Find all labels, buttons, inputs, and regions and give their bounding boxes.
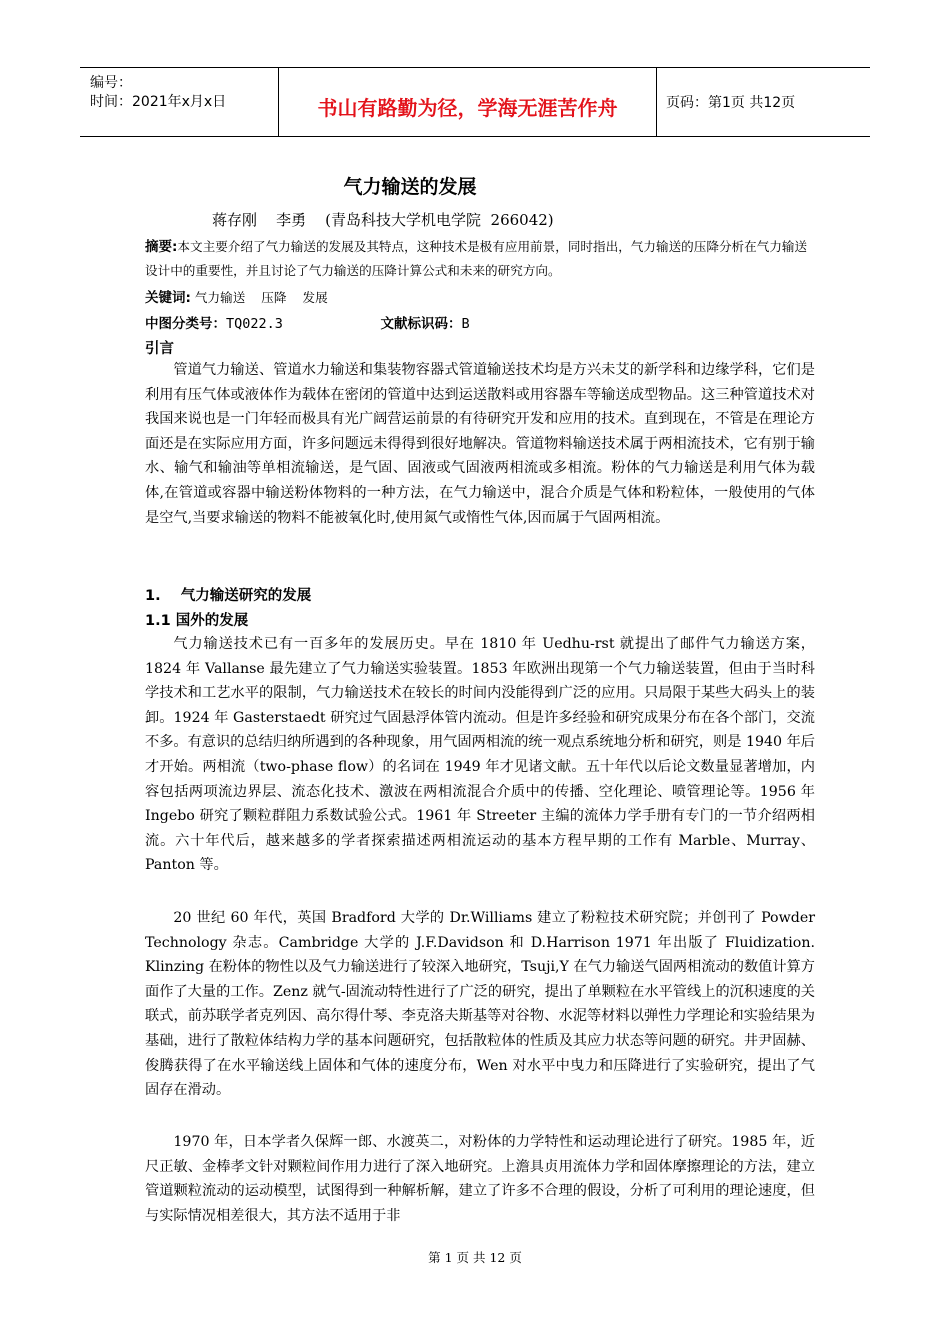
paragraph-foreign-3: 1970 年，日本学者久保辉一郎、水渡英二，对粉体的力学特性和运动理论进行了研究。1985 年，近尺正敏、金棒孝文针对颗粒间作用力进行了深入地研究。上澹具贞用流体力学和固体摩擦理论的方法，建立管道颗粒流动的运动模型，试图得到一种解析解，建立了许多不合理的假设，分析了可利用的理论速度，但与实际情况相差很大，其方法不适用于非 <box>145 1134 815 1224</box>
header-left-cell <box>80 68 279 136</box>
keywords-label: 关键词: <box>145 290 191 306</box>
header-table <box>80 67 870 137</box>
keywords-text: 气力输送 压降 发展 <box>190 290 328 305</box>
page-info: 页码：第1页 共12页 <box>666 95 796 111</box>
page-footer: 第 1 页 共 12 页 <box>428 1250 522 1265</box>
section-1-1-heading: 1.1 国外的发展 <box>145 613 249 629</box>
paragraph-foreign-2: 20 世纪 60 年代，英国 Bradford 大学的 Dr.Williams 建立了粉粒技术研究院；并创刊了 Powder Technology 杂志。Cambridge 大学的 J.F.Davidson 和 D.Harrison 1971 年出版了 Fluidization. Klinzing 在粉体的物性以及气力输送进行了较深入地研究，Tsuji,Y 在气力输送气固两相流动的数值计算方面作了大量的工作。Zenz 就气-固流动特性进行了广泛的研究，提出了单颗粒在水平管线上的沉积速度的关联式，前苏联学者克列因、高尔得什琴、李克洛夫斯基等对谷物、水泥等材料以弹性力学理论和实验结果为基础，进行了散粒体结构力学的基本问题研究，包括散粒体的性质及其应力状态等问题的研究。井尹固赫、俊腾获得了在水平输送线上固体和气体的速度分布，Wen 对水平中曳力和压降进行了实验研究，提出了气固存在滑动。 <box>145 910 815 1099</box>
class-label: 中图分类号： <box>145 316 226 332</box>
authors-line: 蒋存刚 李勇 (青岛科技大学机电学院 266042) <box>212 211 554 229</box>
article-title: 气力输送的发展 <box>343 176 477 198</box>
keywords <box>145 286 328 306</box>
doc-code-value: B <box>461 316 470 332</box>
abstract <box>145 235 813 282</box>
section-intro-heading: 引言 <box>145 341 174 357</box>
abstract-label: 摘要: <box>145 239 178 255</box>
class-value: TQ022.3 <box>226 316 283 332</box>
classification-line <box>145 312 470 332</box>
doc-code-label: 文献标识码： <box>380 316 462 332</box>
time-label: 时间：2021年x月x日 <box>90 94 227 110</box>
number-label: 编号： <box>90 75 132 91</box>
motto-text: 书山有路勤为径，学海无涯苦作舟 <box>317 96 618 120</box>
section-1-heading: 1. 气力输送研究的发展 <box>145 588 312 604</box>
paragraph-intro: 管道气力输送、管道水力输送和集装物容器式管道输送技术均是方兴未艾的新学科和边缘学科，它们是利用有压气体或液体作为载体在密闭的管道中达到运送散料或用容器车等输送成型物品。这三种管道技术对我国来说也是一门年轻而极具有光广阔营运前景的有待研究开发和应用的技术。直到现在，不管是在理论方面还是在实际应用方面，许多问题远未得得到很好地解决。管道物料输送技术属于两相流技术，它有别于输水、输气和输油等单相流输送，是气固、固液或气固液两相流或多相流。粉体的气力输送是利用气体为载体,在管道或容器中输送粉体物料的一种方法，在气力输送中，混合介质是气体和粉粒体，一般使用的气体是空气,当要求输送的物料不能被氧化时,使用氮气或惰性气体,因而属于气固两相流。 <box>145 362 815 526</box>
header-motto-cell <box>279 68 657 136</box>
abstract-text: 本文主要介绍了气力输送的发展及其特点，这种技术是极有应用前景，同时指出，气力输送的压降分析在气力输送设计中的重要性，并且讨论了气力输送的压降计算公式和未来的研究方向。 <box>145 239 808 278</box>
paragraph-foreign-1: 气力输送技术已有一百多年的发展历史。早在 1810 年 Uedhu-rst 就提出了邮件气力输送方案，1824 年 Vallanse 最先建立了气力输送实验装置。1853 年欧洲出现第一个气力输送装置，但由于当时科学技术和工艺水平的限制，气力输送技术在较长的时间内没能得到广泛的应用。只局限于某些大码头上的装卸。1924 年 Gasterstaedt 研究过气固悬浮体管内流动。但是许多经验和研究成果分布在各个部门，交流不多。有意识的总结归纳所遇到的各种现象，用气固两相流的统一观点系统地分析和研究，则是 1940 年后才开始。两相流（two-phase flow）的名词在 1949 年才见诸文献。五十年代以后论文数量显著增加，内容包括两项流边界层、流态化技术、激波在两相流混合介质中的传播、空化理论、喷管理论等。1956 年 Ingebo 研究了颗粒群阻力系数试验公式。1961 年 Streeter 主编的流体力学手册有专门的一节介绍两相流。六十年代后，越来越多的学者探索描述两相流运动的基本方程早期的工作有 Marble、Murray、Panton 等。 <box>145 636 815 874</box>
